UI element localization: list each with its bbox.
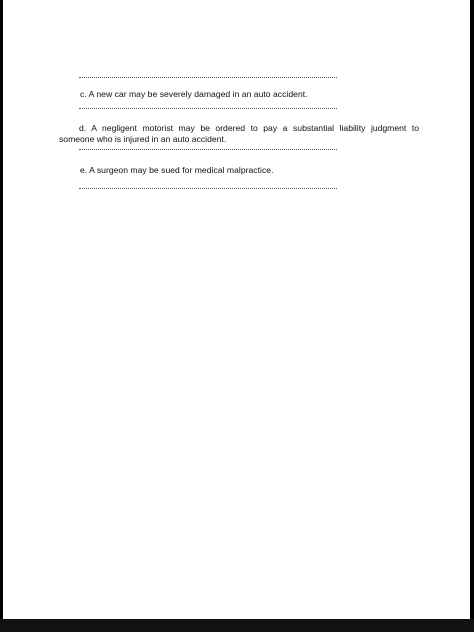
item-d-line2: someone who is injured in an auto accident. xyxy=(59,134,227,144)
answer-line-e xyxy=(79,188,337,189)
item-c-text: c. A new car may be severely damaged in an auto accident. xyxy=(80,89,308,99)
answer-line-c xyxy=(79,108,337,109)
item-e-text: e. A surgeon may be sued for medical malpractice. xyxy=(80,165,274,175)
bottom-bar xyxy=(0,619,474,632)
item-d-line1: d. A negligent motorist may be ordered to pay a substantial liability judgment to xyxy=(79,123,419,133)
item-d-text xyxy=(59,123,419,145)
answer-line-d xyxy=(79,149,337,150)
document-page xyxy=(3,0,470,619)
answer-line-b xyxy=(79,77,337,78)
